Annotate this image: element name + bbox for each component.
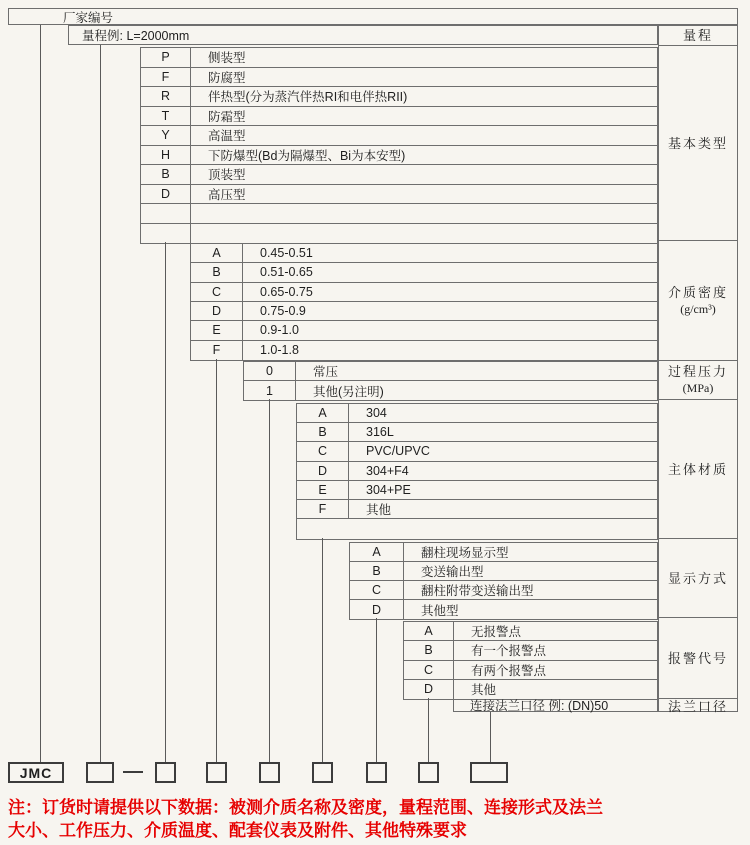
density-row-B: [191, 263, 657, 282]
basic-type-row-blank-8: [141, 204, 657, 224]
option-code: P: [141, 48, 191, 67]
alarm-row-B: [404, 641, 657, 660]
option-code: B: [191, 263, 243, 281]
model-prefix-box: JMC: [8, 762, 64, 783]
option-code: F: [297, 500, 349, 518]
option-code: A: [404, 622, 454, 640]
basic-type-row-H: [141, 146, 657, 166]
connector-line-2: [100, 45, 101, 763]
basic-type-row-Y: [141, 126, 657, 146]
connector-line-3: [165, 242, 166, 763]
connector-line-7: [376, 618, 377, 763]
option-code: F: [191, 341, 243, 360]
side-label-text: 主体材质: [667, 461, 728, 477]
range-example-label: 量程例: L=2000mm: [82, 29, 190, 43]
material-row-A: [297, 404, 657, 423]
option-code: C: [404, 661, 454, 679]
option-code: R: [141, 87, 191, 106]
flange-caliber-row: [453, 698, 658, 712]
pressure-row-0: [244, 362, 657, 381]
connector-line-4: [216, 359, 217, 763]
material-row-D: [297, 462, 657, 481]
display-row-C: [350, 581, 657, 600]
option-desc: 防霜型: [208, 109, 246, 124]
code-box-7: [418, 762, 439, 783]
basic-type-row-F: [141, 68, 657, 88]
option-desc: 高温型: [208, 129, 246, 144]
option-desc: 有一个报警点: [471, 644, 547, 659]
side-label-pressure: [659, 361, 737, 400]
material-row-F: [297, 500, 657, 519]
code-box-4: [259, 762, 280, 783]
material-row-blank: [297, 519, 657, 539]
basic-type-row-T: [141, 107, 657, 127]
side-label-text: 法兰口径: [667, 698, 728, 714]
connector-line-1: [40, 25, 41, 763]
display-table: [349, 542, 658, 620]
code-box-5: [312, 762, 333, 783]
connector-line-6: [322, 538, 323, 763]
side-label-text: 报警代号: [667, 650, 728, 666]
option-code: D: [141, 185, 191, 204]
side-label-material: [659, 400, 737, 539]
manufacturer-code-box: [8, 8, 738, 25]
option-code: E: [191, 321, 243, 339]
density-row-A: [191, 244, 657, 263]
material-table: [296, 403, 658, 540]
option-desc: 其他: [471, 683, 497, 698]
option-code: B: [350, 562, 404, 580]
display-row-A: [350, 543, 657, 562]
flange-caliber-label: 连接法兰口径 例: (DN)50: [470, 698, 609, 713]
code-box-3: [206, 762, 227, 783]
alarm-row-C: [404, 661, 657, 680]
option-desc: 316L: [366, 425, 394, 440]
connector-line-9: [490, 712, 491, 763]
order-note-line1: 注：订货时请提供以下数据：被测介质名称及密度，量程范围、连接形式及法兰: [8, 798, 603, 817]
basic-type-row-D: [141, 185, 657, 205]
option-code: Y: [141, 126, 191, 145]
option-desc: 0.65-0.75: [260, 284, 313, 299]
side-label-text: 介质密度: [667, 284, 728, 300]
option-desc: 伴热型(分为蒸汽伴热RI和电伴热RII): [208, 90, 408, 105]
option-desc: 常压: [313, 365, 339, 379]
option-code: T: [141, 107, 191, 126]
side-label-alarm: [659, 618, 737, 699]
connector-line-5: [269, 399, 270, 763]
material-row-B: [297, 423, 657, 442]
side-label-range: [659, 26, 737, 46]
code-box-2: [155, 762, 176, 783]
option-code: 1: [244, 381, 296, 400]
option-code: [141, 224, 191, 244]
code-box-8: [470, 762, 508, 783]
manufacturer-code-label: 厂家编号: [63, 10, 114, 25]
option-desc: 其他: [366, 503, 392, 518]
option-code: H: [141, 146, 191, 165]
option-desc: 1.0-1.8: [260, 343, 299, 358]
basic-type-row-blank-9: [141, 224, 657, 244]
basic-type-table: [140, 47, 658, 244]
side-label-text: 基本类型: [667, 135, 728, 151]
option-desc: 高压型: [208, 187, 246, 202]
option-code: B: [141, 165, 191, 184]
option-desc: 翻柱现场显示型: [421, 546, 509, 560]
order-note-line2: 大小、工作压力、介质温度、配套仪表及附件、其他特殊要求: [8, 821, 467, 840]
option-desc: [191, 204, 657, 223]
display-row-B: [350, 562, 657, 581]
option-desc: 304+F4: [366, 463, 409, 478]
option-code: 0: [244, 362, 296, 380]
material-row-C: [297, 442, 657, 461]
density-table: [190, 243, 658, 361]
side-label-column: [658, 25, 738, 712]
option-desc: 无报警点: [471, 625, 522, 640]
option-desc: 下防爆型(Bd为隔爆型、Bi为本安型): [208, 148, 406, 163]
option-code: D: [297, 462, 349, 480]
code-box-1: [86, 762, 114, 783]
option-desc: 其他(另注明): [313, 384, 384, 399]
option-code: B: [297, 423, 349, 441]
option-desc: 304+PE: [366, 482, 411, 497]
option-code: E: [297, 481, 349, 499]
code-box-6: [366, 762, 387, 783]
side-label-unit: (g/cm³): [680, 301, 716, 316]
material-row-E: [297, 481, 657, 500]
option-code: F: [141, 68, 191, 87]
side-label-text: 量程: [682, 28, 713, 43]
separator-dash: [123, 771, 143, 773]
option-code: [141, 204, 191, 223]
option-desc: 304: [366, 406, 387, 421]
basic-type-row-P: [141, 48, 657, 68]
option-desc: [191, 224, 657, 244]
range-example-box: [68, 25, 658, 45]
option-code: A: [191, 244, 243, 262]
density-row-E: [191, 321, 657, 340]
density-row-D: [191, 302, 657, 321]
side-label-display: [659, 539, 737, 618]
option-code: A: [350, 543, 404, 561]
connector-line-8: [428, 698, 429, 763]
option-desc: 顶装型: [208, 168, 246, 183]
option-code: C: [297, 442, 349, 460]
option-desc: 其他型: [421, 603, 459, 618]
option-desc: 0.51-0.65: [260, 265, 313, 280]
pressure-row-1: [244, 381, 657, 400]
option-desc: 防腐型: [208, 70, 246, 85]
side-label-text: 显示方式: [667, 570, 728, 586]
side-label-unit: (MPa): [682, 381, 714, 395]
density-row-C: [191, 283, 657, 302]
pressure-table: [243, 361, 658, 401]
display-row-D: [350, 600, 657, 619]
option-desc: 侧装型: [208, 51, 246, 66]
option-code: A: [297, 404, 349, 422]
alarm-table: [403, 621, 658, 700]
option-code: D: [404, 680, 454, 699]
option-desc: 有两个报警点: [471, 663, 547, 678]
option-code: B: [404, 641, 454, 659]
option-desc: 0.75-0.9: [260, 304, 306, 319]
alarm-row-A: [404, 622, 657, 641]
option-code: C: [191, 283, 243, 301]
side-label-basic-type: [659, 46, 737, 241]
option-desc: 0.45-0.51: [260, 246, 313, 261]
option-code: D: [350, 600, 404, 619]
side-label-flange: [659, 699, 737, 713]
option-desc: 翻柱附带变送输出型: [421, 584, 534, 598]
density-row-F: [191, 341, 657, 360]
option-desc: 0.9-1.0: [260, 323, 299, 338]
option-desc: PVC/UPVC: [366, 444, 430, 459]
option-code: C: [350, 581, 404, 599]
basic-type-row-R: [141, 87, 657, 107]
basic-type-row-B: [141, 165, 657, 185]
option-desc: 变送输出型: [421, 565, 484, 579]
order-note: [8, 796, 603, 842]
option-code: D: [191, 302, 243, 320]
side-label-density: [659, 241, 737, 361]
side-label-text: 过程压力: [667, 364, 728, 379]
